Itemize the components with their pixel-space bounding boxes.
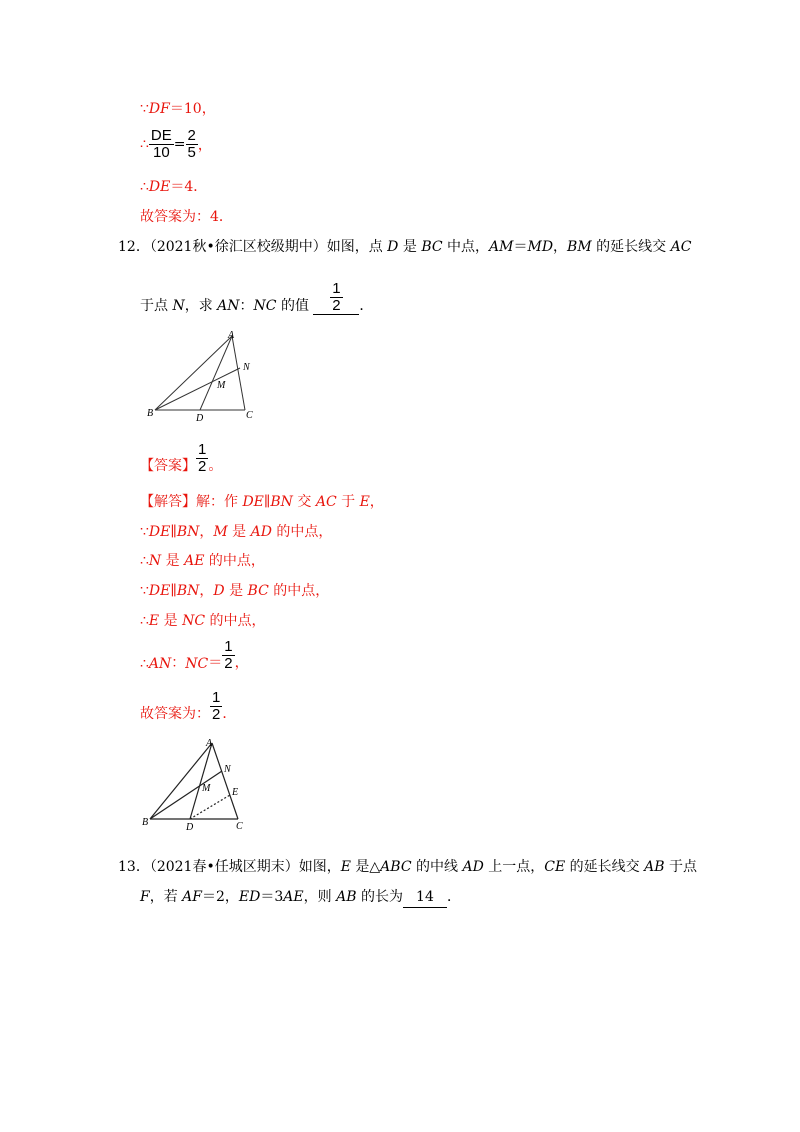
- var: AN: [217, 298, 240, 314]
- sol11-line2: [140, 128, 212, 161]
- solution-label: 【解答】: [140, 494, 196, 510]
- text: 是: [159, 613, 183, 629]
- label-m: M: [202, 783, 211, 794]
- text: ：: [171, 655, 186, 671]
- sol11-answer-line: [140, 207, 233, 227]
- var: CE: [544, 859, 566, 875]
- var: AB: [644, 859, 665, 875]
- text: 的延长线交: [565, 859, 645, 875]
- text: ，: [369, 494, 384, 510]
- var: N: [172, 298, 185, 314]
- fraction-numerator: 1: [332, 280, 341, 297]
- answer-blank: [313, 281, 359, 315]
- var: DE: [242, 494, 264, 510]
- var: F: [140, 889, 150, 905]
- fraction-denominator: 2: [198, 458, 207, 475]
- fraction-numerator: 1: [198, 441, 207, 458]
- answer-text: 故答案为：4．: [140, 209, 233, 225]
- text: ：: [239, 298, 254, 314]
- text: 是: [224, 583, 248, 599]
- text: 是△: [350, 859, 381, 875]
- because-symbol: ∵: [140, 101, 149, 117]
- var: N: [148, 553, 162, 569]
- var: AD: [462, 859, 484, 875]
- var: NC: [253, 298, 277, 314]
- therefore-symbol: ∴: [140, 136, 149, 153]
- text: 于点: [664, 859, 697, 875]
- var: E: [340, 859, 351, 875]
- question-number: 13．: [118, 859, 150, 875]
- var: AC: [670, 239, 692, 255]
- label-n: N: [243, 362, 250, 373]
- question-source: （2021春•任城区期末）: [149, 859, 299, 875]
- sol11-line3: [140, 177, 207, 197]
- var: AF: [182, 889, 202, 905]
- text: 的中点，: [268, 583, 330, 599]
- segment-bn: [150, 771, 222, 819]
- q12-answer: [140, 442, 222, 475]
- text: 解：作: [196, 494, 243, 510]
- text: ，求: [184, 298, 218, 314]
- var: BN: [270, 494, 293, 510]
- fraction-1-2: [196, 442, 208, 475]
- parallel-symbol: ∥: [170, 583, 177, 599]
- fraction-2-5: [186, 128, 198, 161]
- parallel-symbol: ∥: [170, 524, 177, 540]
- fraction-1-2: [330, 281, 342, 314]
- fraction-denominator: 2: [224, 655, 233, 672]
- text: 的中点，: [271, 524, 333, 540]
- label-a: A: [206, 738, 213, 749]
- text: 是: [161, 553, 185, 569]
- fraction-numerator: 1: [212, 689, 221, 706]
- var: AB: [336, 889, 357, 905]
- var: BN: [176, 524, 200, 540]
- segment-ac: [232, 336, 245, 410]
- var: BN: [176, 583, 200, 599]
- var: E: [359, 494, 370, 510]
- text: 的长为: [356, 889, 403, 905]
- label-d: D: [196, 413, 204, 424]
- text: 中点，: [442, 239, 490, 255]
- text: ＝10，: [169, 101, 216, 117]
- segment-ac: [212, 743, 238, 819]
- text: 于: [336, 494, 360, 510]
- text: ，: [553, 239, 568, 255]
- question-number: 12．: [118, 239, 150, 255]
- parallel-symbol: ∥: [263, 494, 271, 510]
- q12-line2: [140, 281, 373, 315]
- q12-figure-2: [140, 735, 260, 835]
- var: AC: [315, 494, 337, 510]
- fraction-denominator: 10: [153, 144, 170, 161]
- text: ．: [359, 298, 374, 314]
- q12-figure-1: [145, 330, 265, 425]
- because-symbol: ∵: [140, 583, 149, 599]
- label-b: B: [142, 817, 149, 828]
- segment-ad: [200, 336, 232, 410]
- sol11-line1: [140, 99, 216, 119]
- text: ．: [446, 889, 461, 905]
- fraction-numerator: 2: [187, 127, 196, 144]
- fraction-denominator: 5: [187, 144, 196, 161]
- text: 上一点，: [483, 859, 545, 875]
- text: ＝: [208, 655, 223, 671]
- q12-sol-line3: [140, 551, 265, 571]
- text: 是: [227, 524, 251, 540]
- q12-sol-line1: [140, 492, 384, 512]
- text: 的中点，: [204, 553, 265, 569]
- label-n: N: [224, 764, 231, 775]
- because-symbol: ∵: [140, 524, 149, 540]
- q12-sol-answer: [140, 690, 236, 723]
- label-e: E: [232, 787, 239, 798]
- var: AE: [283, 889, 304, 905]
- label-c: C: [236, 821, 243, 832]
- segment-bn: [155, 368, 240, 410]
- text: 如图，: [298, 859, 341, 875]
- text: ．: [222, 706, 237, 722]
- text: ＝3: [260, 889, 284, 905]
- q13-line1: [118, 857, 697, 877]
- text: ＝2，: [202, 889, 239, 905]
- var: AE: [184, 553, 205, 569]
- label-b: B: [147, 408, 154, 419]
- var: BC: [247, 583, 269, 599]
- answer-label: 【答案】: [140, 458, 196, 474]
- var: NC: [182, 613, 206, 629]
- q12-sol-line5: [140, 611, 265, 631]
- text: ，若: [149, 889, 183, 905]
- text: ，: [199, 524, 214, 540]
- fraction-1-2: [222, 639, 234, 672]
- var: D: [387, 239, 399, 255]
- q12-sol-line4: [140, 581, 329, 601]
- var-de: DE: [148, 179, 171, 195]
- label-d: D: [186, 822, 194, 833]
- label-c: C: [246, 410, 253, 421]
- var: BC: [421, 239, 443, 255]
- var: ED: [238, 889, 261, 905]
- label-a: A: [228, 330, 235, 341]
- text: 是: [398, 239, 422, 255]
- var: DE: [148, 583, 171, 599]
- text: ，则: [303, 889, 337, 905]
- var: NC: [185, 656, 209, 672]
- var: AN: [148, 656, 172, 672]
- fraction-numerator: DE: [150, 127, 172, 144]
- therefore-symbol: ∴: [140, 553, 149, 569]
- var: AD: [250, 524, 272, 540]
- text: ，: [199, 583, 214, 599]
- var: MD: [527, 239, 554, 255]
- text: 如图，点: [326, 239, 388, 255]
- var: E: [148, 613, 160, 629]
- text: ＝: [513, 239, 528, 255]
- text: 于点: [140, 298, 173, 314]
- label-m: M: [217, 380, 226, 391]
- q12-line1: [118, 237, 691, 257]
- text: 的值: [276, 298, 309, 314]
- fraction-1-2: [210, 690, 222, 723]
- var: M: [213, 524, 228, 540]
- fraction-de-10: [149, 128, 174, 161]
- var: BM: [567, 239, 592, 255]
- therefore-symbol: ∴: [140, 613, 149, 629]
- q13-line2: [140, 887, 461, 908]
- q12-sol-line2: [140, 522, 332, 542]
- fraction-numerator: 1: [224, 638, 233, 655]
- therefore-symbol: ∴: [140, 656, 149, 672]
- text: 的中点，: [205, 613, 266, 629]
- answer-blank: 14: [403, 887, 447, 908]
- therefore-symbol: ∴: [140, 179, 149, 195]
- equals-sign: =: [173, 136, 186, 153]
- text: ＝4．: [170, 179, 208, 195]
- text: ，: [234, 655, 249, 671]
- text: 的延长线交: [591, 239, 671, 255]
- text: 交: [292, 494, 316, 510]
- fraction-denominator: 2: [212, 706, 221, 723]
- text: ，: [197, 137, 212, 154]
- answer-text: 故答案为：: [140, 706, 210, 722]
- segment-ab: [155, 336, 232, 410]
- segment-ab: [150, 743, 212, 819]
- q12-sol-line6: [140, 639, 249, 672]
- var-df: DF: [148, 101, 170, 117]
- var: ABC: [380, 859, 412, 875]
- var: AM: [489, 239, 514, 255]
- var: DE: [148, 524, 171, 540]
- text: 。: [208, 458, 223, 474]
- var: D: [213, 583, 225, 599]
- text: 的中线: [411, 859, 463, 875]
- fraction-denominator: 2: [332, 297, 341, 314]
- question-source: （2021秋•徐汇区校级期中）: [149, 239, 327, 255]
